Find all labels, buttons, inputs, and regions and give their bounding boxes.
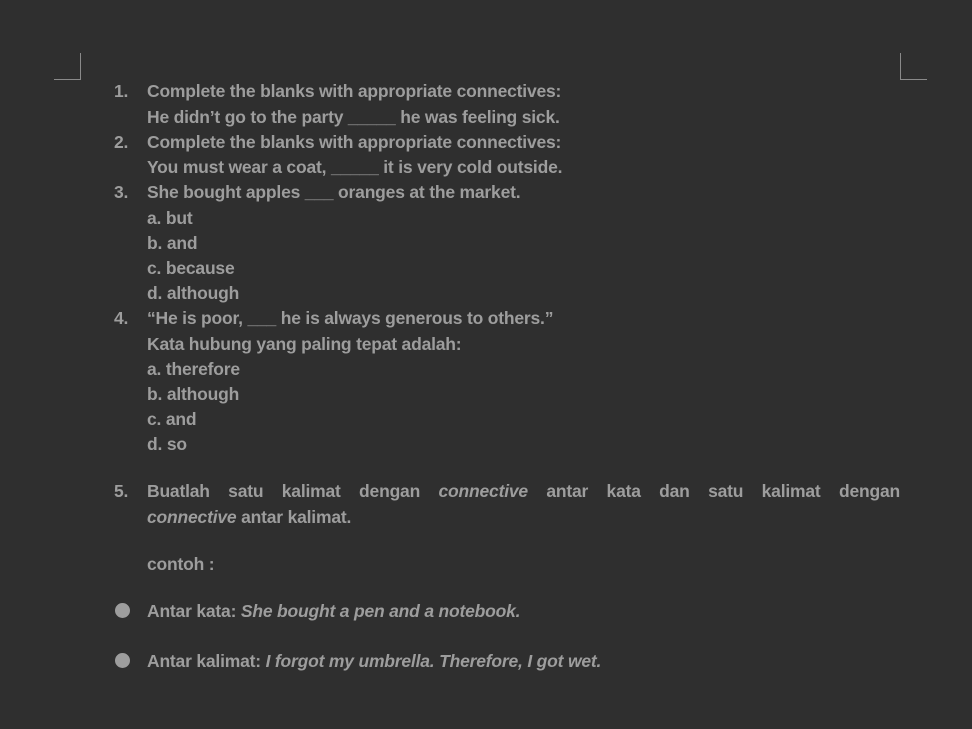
page-corner-mark-left: [54, 53, 81, 80]
question-4-option-b: b. although: [147, 384, 240, 404]
example-2-label: Antar kalimat:: [147, 651, 261, 671]
question-2-sentence: You must wear a coat, _____ it is very cold outside.: [147, 157, 563, 177]
question-3-title: She bought apples ___ oranges at the market.: [147, 182, 521, 202]
page-corner-mark-right: [900, 53, 927, 80]
question-3-option-c: c. because: [147, 258, 235, 278]
example-item-1: [147, 600, 520, 622]
question-5-italic-connective-2: connective: [147, 507, 237, 527]
question-5-line-1: [147, 480, 900, 502]
question-5-line-2: [147, 506, 351, 528]
question-4-title: “He is poor, ___ he is always generous to others.”: [147, 308, 554, 328]
example-2-text: I forgot my umbrella. Therefore, I got wet.: [265, 651, 602, 671]
question-3-option-a: a. but: [147, 208, 193, 228]
question-3-option-b: b. and: [147, 233, 198, 253]
question-4-option-d: d. so: [147, 434, 187, 454]
question-5-italic-connective-1: connective: [438, 481, 528, 501]
example-1-text: She bought a pen and a notebook.: [240, 601, 521, 621]
question-3-option-d: d. although: [147, 283, 240, 303]
question-5-text-b: antar kata dan satu kalimat dengan: [546, 481, 900, 501]
question-5-number: 5.: [114, 481, 129, 501]
question-2-title: Complete the blanks with appropriate connectives:: [147, 132, 562, 152]
bullet-icon: [115, 603, 130, 618]
question-5-text-a: Buatlah satu kalimat dengan: [147, 481, 421, 501]
question-4-option-a: a. therefore: [147, 359, 240, 379]
question-1-number: 1.: [114, 81, 129, 101]
question-5-text-c: antar kalimat.: [241, 507, 352, 527]
example-item-2: [147, 650, 601, 672]
question-4-prompt: Kata hubung yang paling tepat adalah:: [147, 334, 462, 354]
question-2-number: 2.: [114, 132, 129, 152]
question-1-sentence: He didn’t go to the party _____ he was feeling sick.: [147, 107, 560, 127]
question-4-option-c: c. and: [147, 409, 197, 429]
question-3-number: 3.: [114, 182, 129, 202]
question-4-number: 4.: [114, 308, 129, 328]
question-1-title: Complete the blanks with appropriate connectives:: [147, 81, 562, 101]
example-label: contoh :: [147, 554, 215, 574]
example-1-label: Antar kata:: [147, 601, 237, 621]
bullet-icon: [115, 653, 130, 668]
